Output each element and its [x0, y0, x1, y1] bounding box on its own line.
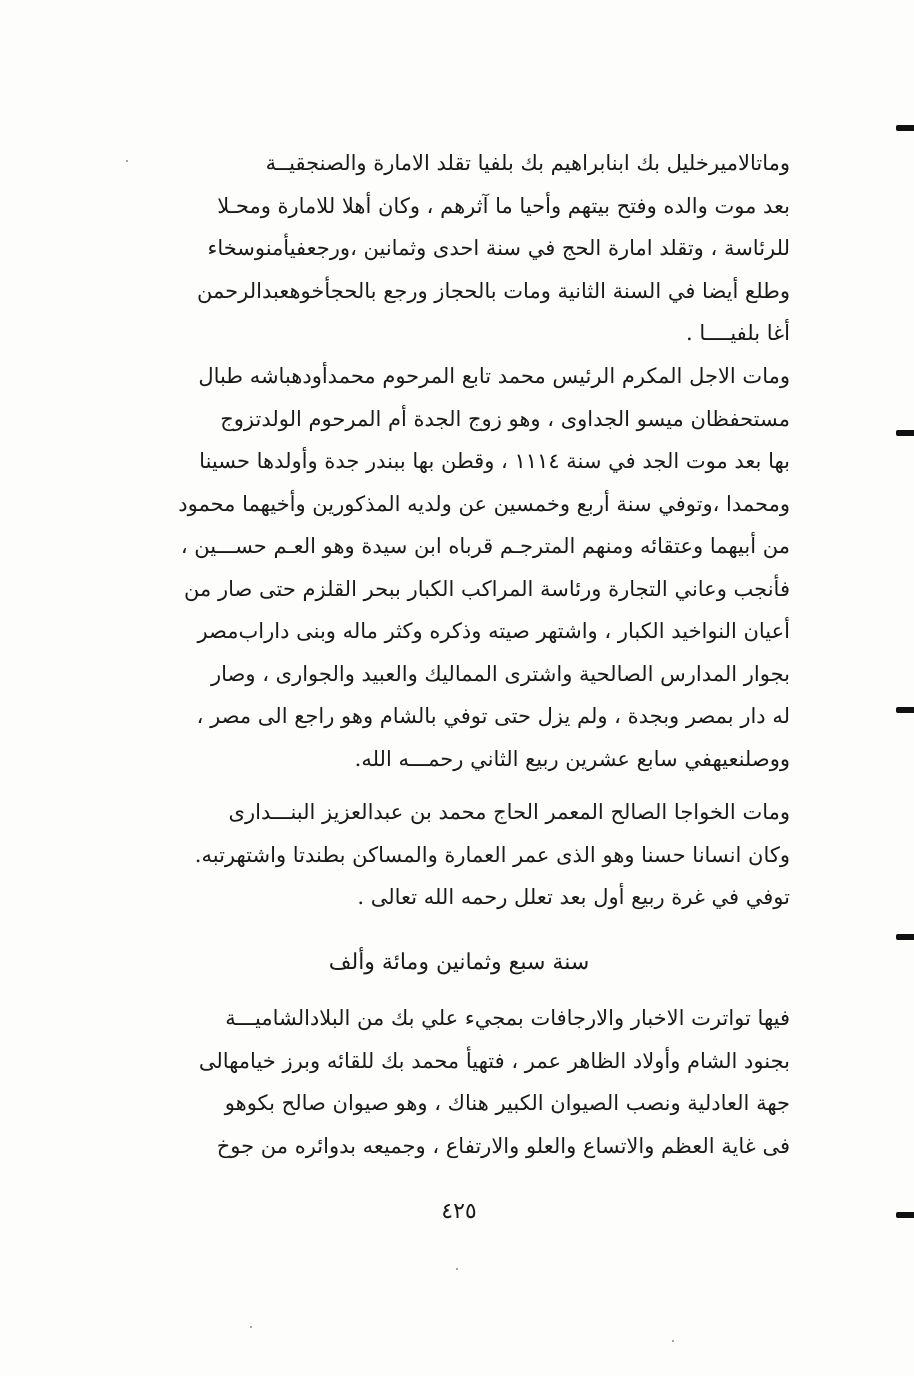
- text-line: ومات الخواجا الصالح المعمر الحاج محمد بن عبدالعزيز البنـــدارى: [228, 800, 790, 824]
- text-line: من أبيهما وعتقائه ومنهم المترجـم قرباه ابن سيدة وهو العـم حســـين ،: [180, 534, 790, 558]
- edge-binding-mark: [896, 707, 914, 713]
- text-line: بعد موت والده وفتح بيتهم وأحيا ما آثرهم ، وكان أهلا للامارة ومحـلا: [217, 193, 790, 218]
- scan-speck: [250, 1326, 252, 1328]
- text-line: بها بعد موت الجد في سنة ١١١٤ ، وقطن بها ببندر جدة وأولدها حسينا: [199, 449, 790, 473]
- text-line: وكان انسانا حسنا وهو الذى عمر العمارة والمساكن بطندتا واشتهرتبه.: [194, 842, 790, 867]
- page-number: ٤٢٥: [441, 1199, 477, 1224]
- text-line: وطلع أيضا في السنة الثانية ومات بالحجاز ورجع بالحجأخوهعبدالرحمن: [197, 278, 790, 303]
- text-line: مستحفظان ميسو الجداوى ، وهو زوج الجدة أم المرحوم الولدتزوج: [220, 406, 790, 431]
- text-line: جهة العادلية ونصب الصيوان الكبير هناك ، وهو صيوان صالح بكوهو: [224, 1091, 790, 1115]
- scan-speck: [456, 1268, 458, 1270]
- text-line: للرئاسة ، وتقلد امارة الحج في سنة احدى وثمانين ،ورجعفيأمنوسخاء: [207, 236, 790, 260]
- edge-binding-mark: [896, 1212, 914, 1218]
- paragraph-muhammad-tabi: [128, 355, 790, 780]
- text-line: فأنجب وعاني التجارة ورئاسة المراكب الكبار ببحر القلزم حتى صار من: [184, 576, 790, 601]
- paragraph-khalil-bek: [128, 142, 790, 355]
- year-heading: سنة سبع وثمانين ومائة وألف: [328, 950, 590, 975]
- text-line: توفي في غرة ربيع أول بعد تعلل رحمه الله تعالى .: [357, 885, 790, 909]
- text-line: أغا بلفيــــا .: [685, 321, 790, 345]
- text-line: فى غاية العظم والاتساع والعلو والارتفاع ، وجميعه بدوائره من جوخ: [216, 1133, 790, 1158]
- text-line: فيها تواترت الاخبار والارجافات بمجيء علي بك من البلادالشاميـــة: [225, 1006, 790, 1030]
- text-line: ومحمدا ،وتوفي سنة أربع وخمسين عن ولديه المذكورين وأخيهما محمود: [178, 491, 790, 516]
- text-line: ومات الاجل المكرم الرئيس محمد تابع المرحوم محمدأودهباشه طبال: [198, 364, 790, 388]
- paragraph-year-events: [128, 997, 790, 1167]
- edge-binding-mark: [896, 934, 914, 940]
- text-line: بجوار المدارس الصالحية واشترى المماليك والعبيد والجوارى ، وصار: [211, 661, 790, 686]
- text-line: بجنود الشام وأولاد الظاهر عمر ، فتهيأ محمد بك للقائه وبرز خيامهالى: [198, 1048, 790, 1073]
- paragraph-khawaja-muhammad: [128, 791, 790, 919]
- text-line: وماتالاميرخليل بك ابنابراهيم بك بلفيا تقلد الامارة والصنجقيــة: [265, 151, 790, 175]
- edge-binding-mark: [896, 430, 914, 436]
- edge-binding-mark: [896, 125, 914, 131]
- text-line: له دار بمصر وبجدة ، ولم يزل حتى توفي بالشام وهو راجع الى مصر ،: [196, 704, 790, 728]
- text-line: أعيان النواخيد الكبار ، واشتهر صيته وذكره وكثر ماله وبنى داراب‌مصر: [197, 619, 790, 643]
- scan-speck: [672, 1340, 674, 1342]
- text-line: ووصلنعيهفي سابع عشرين ربيع الثاني رحمـــه الله.: [354, 746, 790, 771]
